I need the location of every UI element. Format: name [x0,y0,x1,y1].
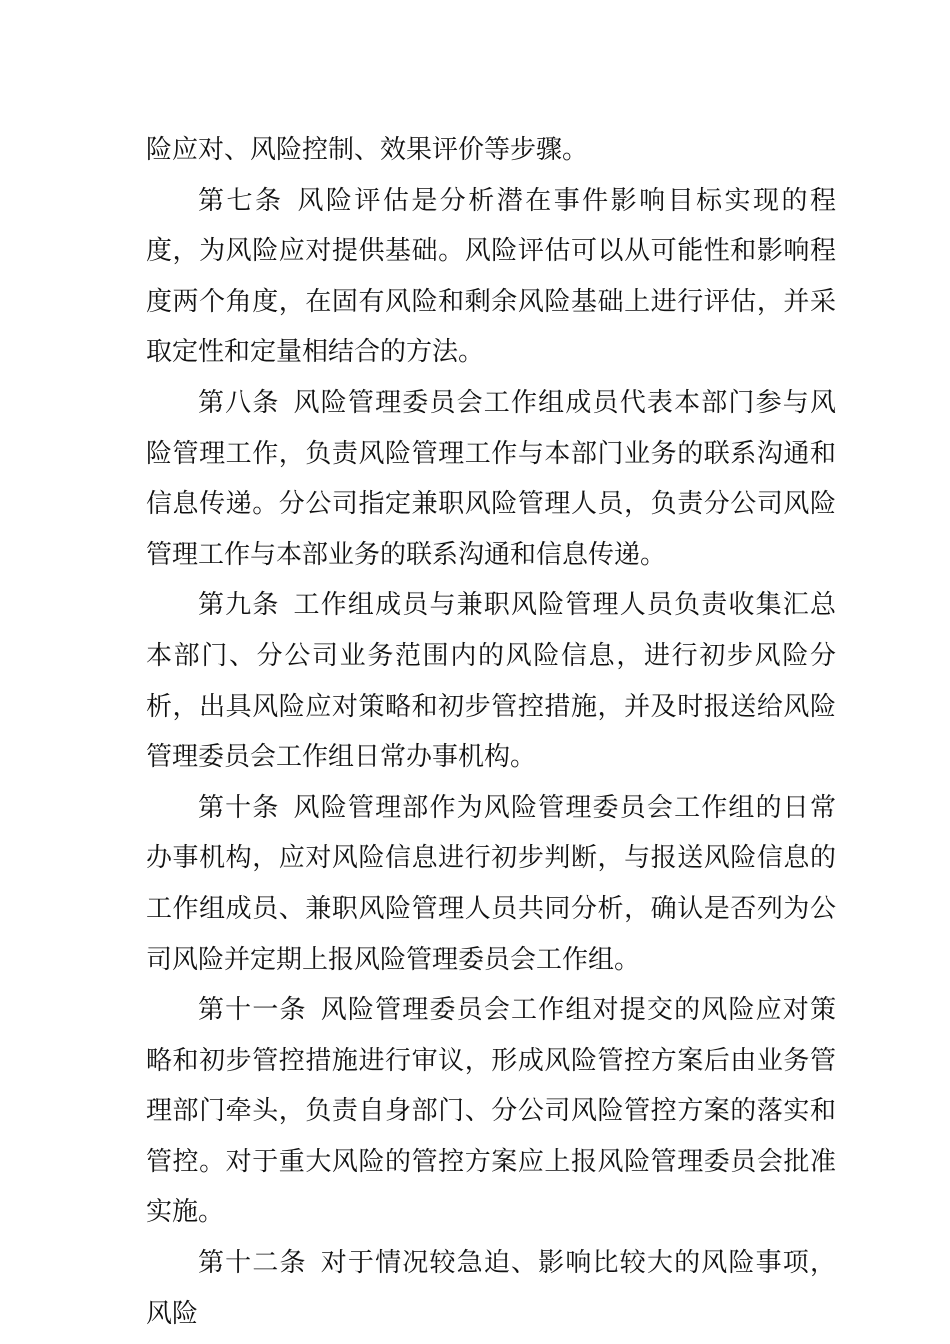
paragraph-text: 对于情况较急迫、影响比较大的风险事项，风险 [146,1248,836,1329]
paragraph-text: 风险管理部作为风险管理委员会工作组的日常办事机构，应对风险信息进行初步判断，与报送风险信息的工作组成员、兼职风险管理人员共同分析，确认是否列为公司风险并定期上报风险管理委员会工作组。 [146,792,836,975]
article-number: 第七条 [198,185,284,216]
article-number: 第十条 [198,792,280,823]
article-number: 第八条 [198,387,280,418]
paragraph-text: 险应对、风险控制、效果评价等步骤。 [146,135,589,165]
article-number: 第九条 [198,590,280,621]
article-10-paragraph [146,783,836,985]
paragraph-text: 风险管理委员会工作组对提交的风险应对策略和初步管控措施进行审议，形成风险管控方案后由业务管理部门牵头，负责自身部门、分公司风险管控方案的落实和管控。对于重大风险的管控方案应上报风险管理委员会批准实施。 [146,995,836,1228]
paragraph-text: 风险管理委员会工作组成员代表本部门参与风险管理工作，负责风险管理工作与本部门业务的联系沟通和信息传递。分公司指定兼职风险管理人员，负责分公司风险管理工作与本部业务的联系沟通和信息传递。 [146,387,836,570]
article-7-paragraph [146,176,836,378]
paragraph-text: 工作组成员与兼职风险管理人员负责收集汇总本部门、分公司业务范围内的风险信息，进行初步风险分析，出具风险应对策略和初步管控措施，并及时报送给风险管理委员会工作组日常办事机构。 [146,590,836,773]
article-11-paragraph [146,985,836,1238]
paragraph-continuation [146,125,836,176]
article-12-paragraph [146,1238,836,1339]
article-number: 第十一条 [198,995,307,1026]
document-body [146,125,836,1339]
article-9-paragraph [146,580,836,782]
article-number: 第十二条 [198,1248,307,1279]
paragraph-text: 风险评估是分析潜在事件影响目标实现的程度，为风险应对提供基础。风险评估可以从可能性和影响程度两个角度，在固有风险和剩余风险基础上进行评估，并采取定性和定量相结合的方法。 [146,185,836,368]
article-8-paragraph [146,378,836,580]
